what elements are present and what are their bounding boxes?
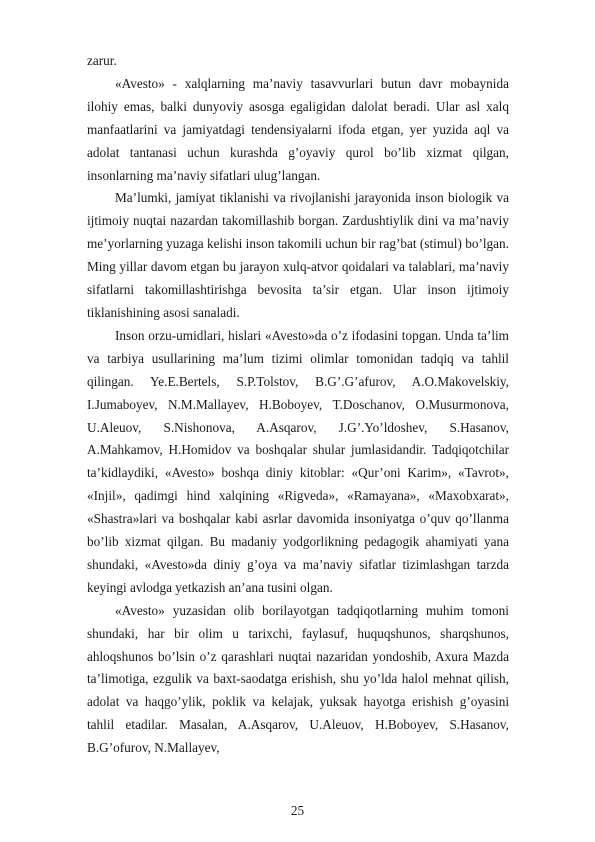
body-text: [87, 50, 509, 760]
paragraph-avesto-worldview: «Avesto» - xalqlarning ma’naviy tasavvurlari butun davr mobaynida ilohiy emas, balki dunyoviy asosga egaligidan dalolat beradi. Ular asl xalq manfaatlarini va jamiyatdagi tendensiyalarni ifoda etgan, yer yuzida aql va adolat tantanasi uchun kurashda g’oyaviy qurol bo’lib xizmat qilgan, insonlarning ma’naviy sifatlari ulug’langan.: [87, 75, 509, 183]
paragraph-researchers: Inson orzu-umidlari, hislari «Avesto»da o’z ifodasini topgan. Unda ta’lim va tarbiya usullarining ma’lum tizimi olimlar tomonidan tadqiq va tahlil qilingan. Ye.E.Bertels, S.P.Tolstov, B.G’.G’afurov, A.O.Makovelskiy, I.Jumaboyev, N.M.Mallayev, H.Boboyev, T.Doschanov, O.Musurmonova, U.Aleuov, S.Nishonova, A.Asqarov, J.G’.Yo’ldoshev, S.Hasanov, A.Mahkamov, H.Homidov va boshqalar shular jumlasidandir. Tadqiqotchilar ta’kidlaydiki, «Avesto» boshqa diniy kitoblar: «Qur’oni Karim», «Tavrot», «Injil», qadimgi hind xalqining «Rigveda», «Ramayana», «Maxobxarat», «Shastra»lari va boshqalar kabi asrlar davomida insoniyatga o’quv qo’llanma bo’lib xizmat qilgan. Bu madaniy yodgorlikning pedagogik ahamiyati yana shundaki, «Avesto»da diniy g’oya va ma’naviy sifatlar tizimlashgan tarzda keyingi avlodga yetkazish an’ana tusini olgan.: [87, 327, 509, 595]
paragraph-society-development: Ma’lumki, jamiyat tiklanishi va rivojlanishi jarayonida inson biologik va ijtimoiy nuqtai nazardan takomillashib borgan. Zardushtiylik dini va ma’naviy me’yorlarning yuzaga kelishi inson takomili uchun bir rag’bat (stimul) bo’lgan. Ming yillar davom etgan bu jarayon xulq-atvor qoidalari va talablari, ma’naviy sifatlarni takomillashtirishga bevosita ta’sir etgan. Ular inson ijtimoiy tiklanishining asosi sanaladi.: [87, 190, 509, 320]
paragraph-research-aspects: «Avesto» yuzasidan olib borilayotgan tadqiqotlarning muhim tomoni shundaki, har bir olim u tarixchi, faylasuf, huquqshunos, sharqshunos, ahloqshunos bo’lsin o’z qarashlari nuqtai nazaridan yondoshib, Axura Mazda ta’limotiga, ezgulik va baxt-saodatga erishish, shu yo’lda halol mehnat qilish, adolat va haqgo’ylik, poklik va kelajak, yuksak hayotga erishish g’oyasini tahlil etadilar. Masalan, A.Asqarov, U.Aleuov, H.Boboyev, S.Hasanov, B.G’ofurov, N.Mallayev,: [87, 602, 509, 756]
paragraph-continuation: zarur.: [87, 53, 117, 68]
page-number: 25: [290, 803, 305, 818]
